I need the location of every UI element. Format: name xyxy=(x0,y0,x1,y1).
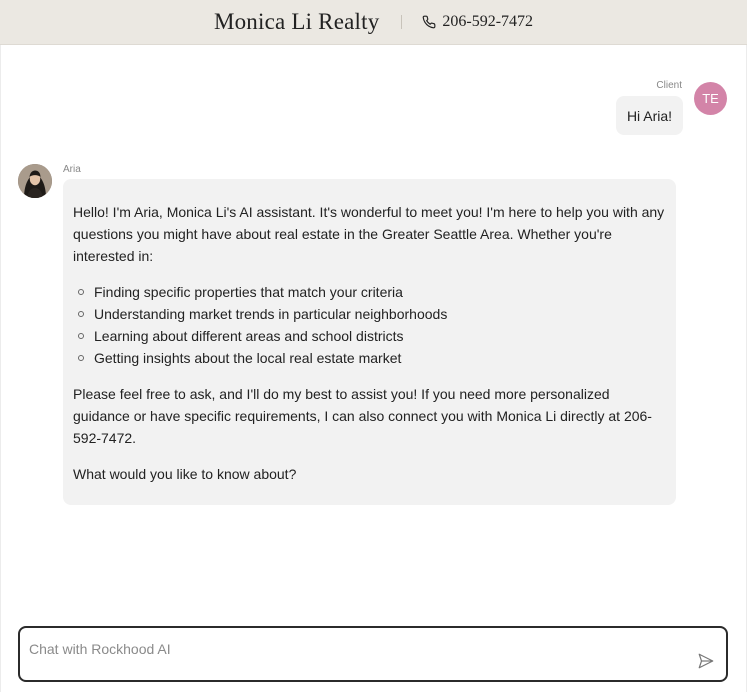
client-message-text: Hi Aria! xyxy=(626,107,673,124)
assistant-paragraph-intro: Hello! I'm Aria, Monica Li's AI assistant. It's wonderful to meet you! I'm here to help you with any questions you might have about real estate in the Greater Seattle Area. Whether you're interested in: xyxy=(73,204,665,264)
site-header xyxy=(0,0,747,45)
phone-icon xyxy=(422,15,436,29)
assistant-bullet-list xyxy=(73,281,666,369)
chat-input[interactable] xyxy=(29,638,669,660)
assistant-paragraph-question: What would you like to know about? xyxy=(73,466,297,482)
client-message-bubble xyxy=(616,96,683,135)
phone-number: 206-592-7472 xyxy=(442,13,534,30)
avatar-photo xyxy=(18,164,52,198)
phone-link[interactable] xyxy=(422,13,533,31)
client-name-label: Client xyxy=(656,80,682,91)
assistant-name-label: Aria xyxy=(63,164,81,175)
assistant-avatar xyxy=(18,164,52,198)
list-item: Getting insights about the local real estate market xyxy=(73,347,666,369)
list-item: Understanding market trends in particular neighborhoods xyxy=(73,303,666,325)
send-icon[interactable] xyxy=(697,652,715,670)
assistant-message-bubble xyxy=(63,179,676,505)
client-avatar xyxy=(694,82,727,115)
list-item: Learning about different areas and school districts xyxy=(73,325,666,347)
brand-title[interactable]: Monica Li Realty xyxy=(213,9,380,34)
header-divider xyxy=(401,15,402,29)
client-initials: TE xyxy=(702,91,719,106)
chat-composer xyxy=(18,626,728,682)
assistant-paragraph-contact: Please feel free to ask, and I'll do my best to assist you! If you need more personalized guidance or have specific requirements, I can also connect you with Monica Li directly at 206-592-7472. xyxy=(73,386,652,446)
list-item: Finding specific properties that match your criteria xyxy=(73,281,666,303)
